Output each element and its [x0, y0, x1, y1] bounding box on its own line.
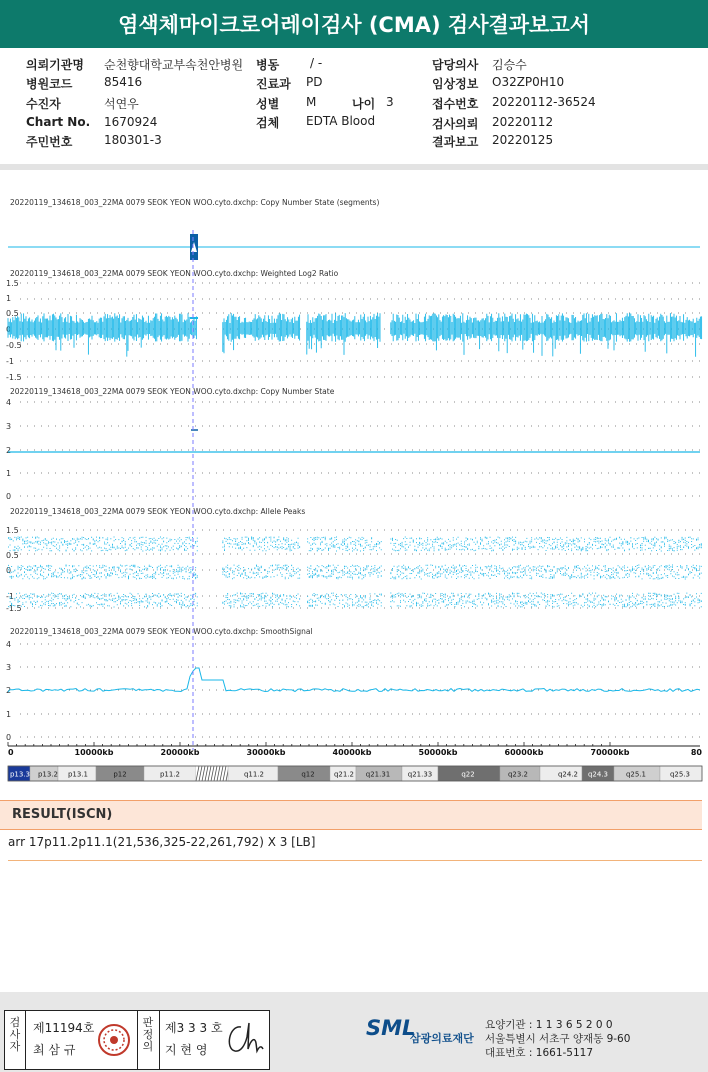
- ward-value: / -: [310, 56, 323, 70]
- chart-label: Chart No.: [26, 115, 91, 129]
- p4-tick: -1.5: [6, 604, 22, 613]
- clinical-label: 임상정보: [432, 77, 479, 91]
- sex-label: 성별: [256, 97, 280, 111]
- band-label: q21.2: [333, 770, 355, 779]
- request-label: 검사의뢰: [432, 117, 479, 131]
- judge-license: 제3 3 3 호: [165, 1021, 223, 1035]
- chart-value: 1670924: [104, 115, 158, 129]
- sml-logo: [366, 1016, 474, 1045]
- band-label: q12: [301, 770, 315, 779]
- p5-tick: 2: [6, 686, 12, 695]
- age-value: 3: [386, 95, 394, 109]
- address: 서울특별시 서초구 양재동 9-60: [485, 1033, 631, 1045]
- code-label: 병원코드: [26, 77, 73, 91]
- judge-label: 판정의: [142, 1016, 154, 1053]
- band-label: q25.1: [625, 770, 647, 779]
- plot3-title: 20220119_134618_003_22MA 0079 SEOK YEON WOO.cyto.dxchp: Copy Number State: [10, 387, 335, 396]
- plot5-title: 20220119_134618_003_22MA 0079 SEOK YEON WOO.cyto.dxchp: SmoothSignal: [10, 627, 313, 636]
- p3-tick: 4: [6, 398, 12, 407]
- p2-tick: -1.5: [6, 373, 22, 382]
- seal-stamp-icon: [97, 1023, 131, 1057]
- section-divider: [0, 164, 708, 170]
- log2-ratio-signal: [8, 313, 702, 357]
- sml-logo-mark: SML: [366, 1016, 416, 1040]
- tester-license: 제11194호: [33, 1021, 95, 1035]
- report-date-value: 20220125: [492, 133, 554, 147]
- result-header-label: RESULT(ISCN): [12, 807, 113, 822]
- p2-tick: -1: [6, 357, 14, 366]
- sex-value: M: [306, 95, 317, 109]
- dept-label: 진료과: [256, 77, 291, 91]
- p5-tick: 4: [6, 640, 12, 649]
- band-label: q24.2: [557, 770, 579, 779]
- result-underline: [8, 860, 702, 861]
- x-axis-label: 20000kb: [160, 748, 200, 757]
- hospital-label: 의뢰기관명: [26, 58, 84, 72]
- age-label: 나이: [352, 97, 376, 111]
- id-value: 180301-3: [104, 133, 162, 147]
- x-axis-label: 40000kb: [332, 748, 372, 757]
- code-value: 85416: [104, 75, 143, 89]
- p3-tick: 1: [6, 469, 12, 478]
- doctor-value: 김승수: [492, 58, 527, 72]
- ward-label: 병동: [256, 58, 280, 72]
- band-label: q25.3: [669, 770, 691, 779]
- result-header: [0, 800, 702, 830]
- receipt-label: 접수번호: [432, 97, 479, 111]
- org-name: 삼광의료재단: [410, 1032, 474, 1045]
- band-label: p12: [113, 770, 127, 779]
- x-axis-label: 60000kb: [504, 748, 544, 757]
- allele-peak-band: [8, 537, 702, 551]
- band-label: p13.3: [9, 770, 31, 779]
- iscn-result: arr 17p11.2p11.1(21,536,325-22,261,792) X 3 [LB]: [8, 835, 316, 849]
- cma-signal-plots: [0, 172, 708, 790]
- clinical-value: O32ZP0H10: [492, 75, 565, 89]
- p2-tick: -0.5: [6, 341, 22, 350]
- hospital-value: 순천향대학교부속천안병원: [104, 58, 244, 72]
- patient-value: 석연우: [104, 97, 139, 111]
- band-label: q21.33: [407, 770, 433, 779]
- signature-box: [4, 1010, 270, 1070]
- p3-tick: 2: [6, 446, 12, 455]
- allele-peak-band: [8, 593, 702, 607]
- band-label: p13.1: [67, 770, 89, 779]
- plot2-title: 20220119_134618_003_22MA 0079 SEOK YEON WOO.cyto.dxchp: Weighted Log2 Ratio: [10, 269, 339, 278]
- p4-tick: 0: [6, 566, 12, 575]
- band-label: q23.2: [507, 770, 529, 779]
- phone: 대표번호 : 1661-5117: [485, 1047, 594, 1059]
- tester-label: 검사자: [9, 1016, 21, 1053]
- x-axis-label: 80: [690, 748, 702, 757]
- smooth-signal-line: [8, 668, 700, 692]
- p3-tick: 0: [6, 492, 12, 501]
- band-label: q11.2: [243, 770, 265, 779]
- receipt-value: 20220112-36524: [492, 95, 596, 109]
- specimen-label: 검체: [256, 116, 280, 130]
- band-label: q21.31: [365, 770, 391, 779]
- p5-tick: 0: [6, 733, 12, 742]
- specimen-value: EDTA Blood: [306, 114, 376, 128]
- id-label: 주민번호: [26, 135, 73, 149]
- p2-tick: 0.5: [6, 309, 19, 318]
- report-title: 염색체마이크로어레이검사 (CMA) 검사결과보고서: [0, 0, 708, 48]
- tester-name: 최 삼 규: [33, 1043, 76, 1057]
- signature-icon: [221, 1019, 267, 1059]
- report-date-label: 결과보고: [432, 135, 479, 149]
- p2-tick: 1.5: [6, 279, 19, 288]
- p5-tick: 1: [6, 710, 12, 719]
- p4-tick: -1: [6, 592, 14, 601]
- band-label: p13.2: [37, 770, 59, 779]
- request-value: 20220112: [492, 115, 554, 129]
- judge-name: 지 현 영: [165, 1043, 208, 1057]
- x-axis-label: 30000kb: [246, 748, 286, 757]
- p4-tick: 1.5: [6, 526, 19, 535]
- p4-tick: 0.5: [6, 551, 19, 560]
- band-label: q22: [461, 770, 475, 779]
- allele-peak-band: [8, 565, 702, 579]
- patient-info-panel: [0, 48, 708, 162]
- band-label: p11.2: [159, 770, 181, 779]
- plot4-title: 20220119_134618_003_22MA 0079 SEOK YEON WOO.cyto.dxchp: Allele Peaks: [10, 507, 306, 516]
- band-label: q24.3: [587, 770, 609, 779]
- doctor-label: 담당의사: [432, 58, 479, 72]
- dept-value: PD: [306, 75, 323, 89]
- p2-tick: 0: [6, 325, 12, 334]
- p2-tick: 1: [6, 294, 12, 303]
- x-axis-label: 10000kb: [74, 748, 114, 757]
- cma-plots-panel: [0, 172, 708, 790]
- plot1-title: 20220119_134618_003_22MA 0079 SEOK YEON WOO.cyto.dxchp: Copy Number State (segments): [10, 198, 380, 207]
- patient-label: 수진자: [26, 97, 61, 111]
- x-axis-label: 0: [8, 748, 14, 757]
- p5-tick: 3: [6, 663, 12, 672]
- x-axis-label: 50000kb: [418, 748, 458, 757]
- p3-tick: 3: [6, 422, 12, 431]
- x-axis-label: 70000kb: [590, 748, 630, 757]
- institution-code: 요양기관 : 1 1 3 6 5 2 0 0: [485, 1019, 613, 1031]
